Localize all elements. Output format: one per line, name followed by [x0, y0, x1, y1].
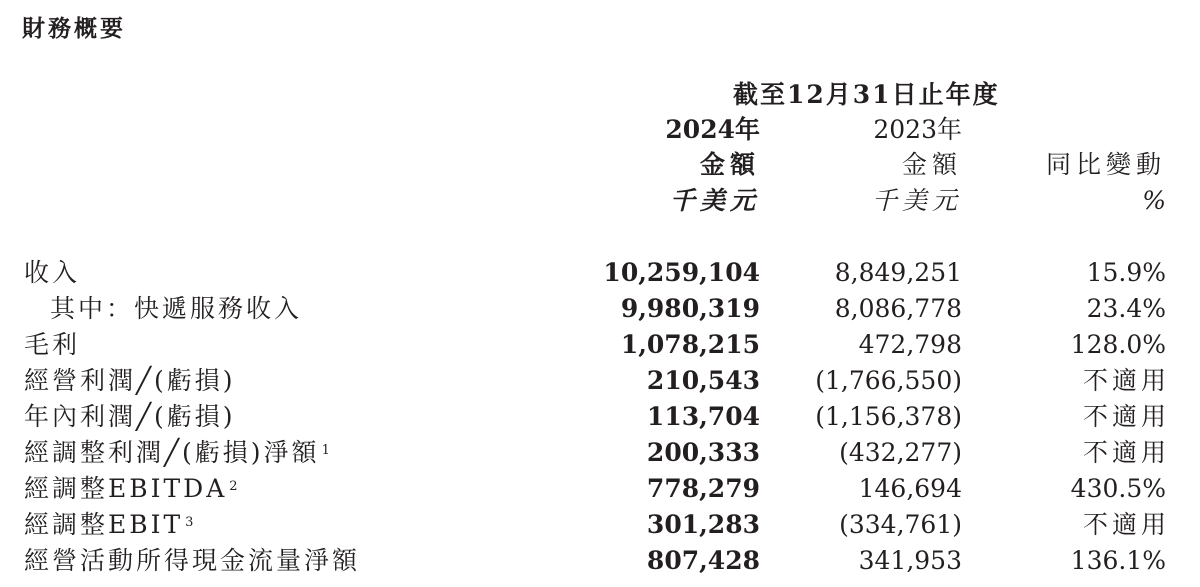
row-value-2024: 9,980,319 — [620, 294, 760, 323]
row-label: 經營活動所得現金流量淨額 — [24, 546, 361, 575]
table-row-adjusted-ebit — [0, 510, 1200, 546]
row-value-2023: 8,849,251 — [834, 258, 962, 287]
row-label-text: 經調整EBITDA — [24, 474, 228, 503]
row-value-2023: (334,761) — [839, 510, 962, 539]
col-2024-amount: 金額 — [699, 150, 760, 179]
row-change: 不適用 — [1082, 366, 1170, 395]
row-value-2023: (1,156,378) — [815, 402, 962, 431]
table-row-profit-for-year — [0, 402, 1200, 438]
row-label-text: 經調整EBIT — [24, 510, 184, 539]
row-label: 經營利潤╱(虧損) — [24, 366, 236, 395]
row-value-2023: (1,766,550) — [815, 366, 962, 395]
row-value-2024: 1,078,215 — [620, 330, 760, 359]
row-label — [24, 474, 238, 504]
table-row-operating-cash-flow — [0, 546, 1200, 582]
row-change: 430.5% — [1070, 474, 1166, 503]
row-label-text: 經調整利潤╱(虧損)淨額 — [24, 438, 320, 467]
row-change: 23.4% — [1086, 294, 1166, 323]
col-2024-unit: 千美元 — [669, 186, 760, 215]
row-change: 128.0% — [1070, 330, 1166, 359]
table-row-adjusted-net-profit — [0, 438, 1200, 474]
col-2023-amount: 金額 — [901, 150, 962, 179]
col-2023-unit: 千美元 — [871, 186, 962, 215]
table-row-adjusted-ebitda — [0, 474, 1200, 510]
row-value-2024: 807,428 — [646, 546, 760, 575]
row-value-2024: 10,259,104 — [603, 258, 760, 287]
row-value-2024: 113,704 — [646, 402, 760, 431]
table-row-gross-profit — [0, 330, 1200, 366]
row-change: 15.9% — [1086, 258, 1166, 287]
table-row-express-revenue — [0, 294, 1200, 330]
col-change-unit: % — [1142, 186, 1166, 215]
section-title: 財務概要 — [22, 16, 126, 42]
row-value-2023: (432,277) — [839, 438, 962, 467]
footnote-marker: 1 — [321, 443, 330, 458]
row-value-2024: 210,543 — [646, 366, 760, 395]
footnote-marker: 3 — [185, 515, 194, 530]
row-label: 收入 — [24, 258, 81, 287]
table-row-revenue — [0, 258, 1200, 294]
period-header: 截至12月31日止年度 — [733, 80, 1000, 109]
table-row-operating-profit — [0, 366, 1200, 402]
row-change: 不適用 — [1082, 438, 1170, 467]
row-label: 其中：快遞服務收入 — [50, 294, 303, 323]
row-label: 年內利潤╱(虧損) — [24, 402, 236, 431]
col-2024-year: 2024年 — [665, 115, 760, 144]
row-value-2024: 301,283 — [646, 510, 760, 539]
row-value-2023: 146,694 — [858, 474, 962, 503]
col-2023-year: 2023年 — [873, 115, 962, 144]
row-value-2023: 8,086,778 — [834, 294, 962, 323]
row-label: 毛利 — [24, 330, 81, 359]
footnote-marker: 2 — [229, 479, 238, 494]
row-value-2024: 778,279 — [646, 474, 760, 503]
row-change: 不適用 — [1082, 510, 1170, 539]
row-change: 136.1% — [1070, 546, 1166, 575]
row-value-2023: 472,798 — [858, 330, 962, 359]
row-label — [24, 438, 330, 468]
row-change: 不適用 — [1082, 402, 1170, 431]
row-label — [24, 510, 193, 540]
col-change-label: 同比變動 — [1045, 150, 1166, 179]
row-value-2024: 200,333 — [646, 438, 760, 467]
row-value-2023: 341,953 — [858, 546, 962, 575]
